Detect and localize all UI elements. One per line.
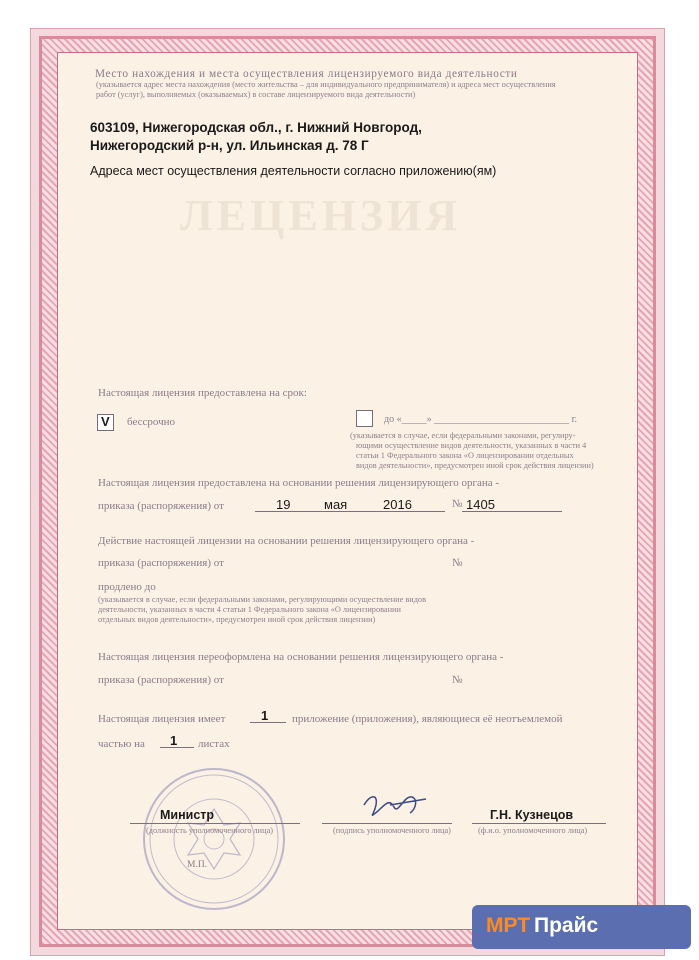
seal-place-label: М.П. xyxy=(187,860,208,870)
address-line-1: 603109, Нижегородская обл., г. Нижний Новгород, xyxy=(90,120,422,135)
reissue-order-label: приказа (распоряжения) от xyxy=(98,674,224,686)
official-seal-icon xyxy=(140,765,288,913)
reissue-label: Настоящая лицензия переоформлена на основании решения лицензирующего органа - xyxy=(98,651,504,663)
annex-text-1: Настоящая лицензия имеет xyxy=(98,713,226,725)
signature-line xyxy=(322,823,452,824)
extension-note-3: отдельных видов деятельности», предусмотрен иной срок действия лицензии) xyxy=(98,615,376,624)
unlimited-checkmark: V xyxy=(101,414,110,429)
extension-order-label: приказа (распоряжения) от xyxy=(98,557,224,569)
term-until-field: до «_____» ___________________________ г. xyxy=(384,414,578,425)
address-line-2: Нижегородский р-н, ул. Ильинская д. 78 Г xyxy=(90,138,369,153)
order-year: 2016 xyxy=(383,497,412,512)
position-caption: (должность уполномоченного лица) xyxy=(146,826,274,835)
position-line xyxy=(130,823,300,824)
extension-number-label: № xyxy=(452,557,463,569)
order-number-label: № xyxy=(452,498,463,510)
annex-text-2: приложение (приложения), являющиеся её неотъемлемой xyxy=(292,713,563,725)
header-note-2: работ (услуг), выполняемых (оказываемых) в составе лицензируемого вида деятельности) xyxy=(96,90,416,99)
order-number: 1405 xyxy=(466,497,495,512)
signer-name: Г.Н. Кузнецов xyxy=(490,808,574,822)
term-note-4: видов деятельности», предусмотрен иной срок действия лицензии) xyxy=(356,461,594,470)
limited-checkbox xyxy=(356,410,373,427)
header-note-1: (указывается адрес места нахождения (место жительства – для индивидуального предпринимателя) и адреса мест осуществления xyxy=(96,80,556,89)
signature-caption: (подпись уполномоченного лица) xyxy=(333,826,451,835)
signer-line xyxy=(472,823,606,824)
extension-note-1: (указывается в случае, если федеральными законами, регулирующими осуществление видов xyxy=(98,595,426,604)
extension-note-2: деятельности, указанных в части 4 статьи 1 Федерального закона «О лицензировании xyxy=(98,605,401,614)
brand-part-1: МРТ xyxy=(486,914,531,937)
annex-pages-line xyxy=(160,747,194,748)
signer-caption: (ф.и.о. уполномоченного лица) xyxy=(478,826,588,835)
term-label: Настоящая лицензия предоставлена на срок: xyxy=(98,387,307,399)
term-note-3: статьи 1 Федерального закона «О лицензировании отдельных xyxy=(356,451,574,460)
annex-count: 1 xyxy=(261,708,269,723)
extension-until-label: продлено до xyxy=(98,581,156,593)
basis-label: Настоящая лицензия предоставлена на основании решения лицензирующего органа - xyxy=(98,477,500,489)
annex-pages: 1 xyxy=(170,733,178,748)
annex-count-line xyxy=(250,722,286,723)
position: Министр xyxy=(160,808,215,822)
watermark: ЛЕЦЕНЗИЯ xyxy=(180,191,462,240)
extension-label: Действие настоящей лицензии на основании решения лицензирующего органа - xyxy=(98,535,475,547)
annex-text-4: листах xyxy=(198,738,230,750)
order-number-line xyxy=(462,511,562,512)
annex-text-3: частью на xyxy=(98,738,145,750)
signature-icon xyxy=(360,785,430,825)
header-title: Место нахождения и места осуществления лицензируемого вида деятельности xyxy=(95,68,518,80)
mrtprice-logo xyxy=(472,905,691,949)
order-day: 19 xyxy=(276,497,291,512)
annex-addresses-note: Адреса мест осуществления деятельности согласно приложению(ям) xyxy=(90,164,497,178)
basis-order-label: приказа (распоряжения) от xyxy=(98,500,224,512)
order-month: мая xyxy=(324,497,348,512)
term-unlimited-label: бессрочно xyxy=(127,416,176,428)
term-note-2: ющими осуществление видов деятельности, указанных в части 4 xyxy=(356,441,587,450)
term-note-1: (указывается в случае, если федеральными законами, регулиру- xyxy=(350,431,576,440)
reissue-number-label: № xyxy=(452,674,463,686)
brand-part-2: Прайс xyxy=(534,914,599,937)
